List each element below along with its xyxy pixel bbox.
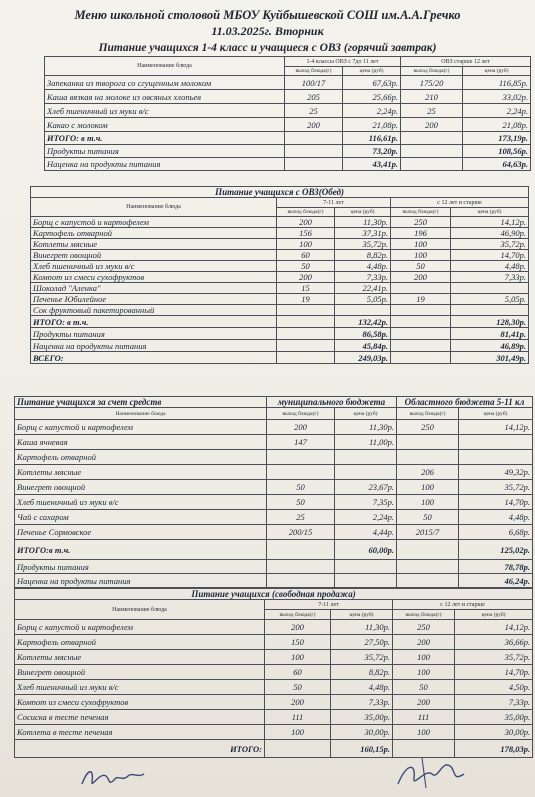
dish-price: 4,48р. xyxy=(335,261,391,272)
dish-price-older: 35,72р. xyxy=(459,480,533,495)
dish-price: 21,08р. xyxy=(343,118,401,132)
col-header-price: цена (руб) xyxy=(335,408,397,420)
table-row xyxy=(31,239,529,250)
dish-output-older: 175/20 xyxy=(401,76,463,90)
markup-value: 43,41р. xyxy=(343,158,401,171)
col-header-price: цена (руб) xyxy=(335,208,391,217)
lunch-rows xyxy=(31,217,529,316)
dish-output-older: 200 xyxy=(401,118,463,132)
dish-price: 2,24р. xyxy=(343,104,401,118)
free-sale-table xyxy=(14,588,533,758)
dish-output-older: 50 xyxy=(393,680,455,695)
dish-name: Борщ с капустой и картофелем xyxy=(15,420,267,435)
dish-name: Хлеб пшеничный из муки в/с xyxy=(15,495,267,510)
table-row xyxy=(15,680,533,695)
dish-price-older: 4,50р. xyxy=(455,680,533,695)
dish-output: 100 xyxy=(277,239,335,250)
col-header-price: цена (руб) xyxy=(343,67,401,76)
dish-output-older: 200 xyxy=(391,272,451,283)
table-row xyxy=(15,450,533,465)
dish-price: 35,00р. xyxy=(331,710,393,725)
col-header-output: выход блюда(г) xyxy=(397,408,459,420)
budget-section-title: Питание учащихся за счет средств xyxy=(15,397,267,408)
table-row xyxy=(31,217,529,228)
total-label: ИТОГО: в т.ч. xyxy=(45,132,285,145)
dish-price-older: 21,08р. xyxy=(463,118,531,132)
dish-output: 205 xyxy=(285,90,343,104)
grand-total-label: ВСЕГО: xyxy=(31,352,277,364)
dish-price: 25,66р. xyxy=(343,90,401,104)
products-value: 73,20р. xyxy=(343,145,401,158)
dish-output-older xyxy=(397,450,459,465)
dish-name: Картофель отварной xyxy=(15,635,265,650)
markup-label: Наценка на продукты питания xyxy=(15,574,267,588)
dish-price-older xyxy=(459,450,533,465)
table-row xyxy=(45,118,531,132)
dish-price-older: 116,85р. xyxy=(463,76,531,90)
table-row xyxy=(15,574,533,588)
breakfast-rows xyxy=(45,76,531,132)
dish-output: 100 xyxy=(265,725,331,740)
dish-price: 7,35р. xyxy=(335,495,397,510)
markup-label: Наценка на продукты питания xyxy=(45,158,285,171)
dish-price: 7,33р. xyxy=(331,695,393,710)
table-row xyxy=(45,132,531,145)
dish-output: 150 xyxy=(265,635,331,650)
grand-total-value: 249,03р. xyxy=(335,352,391,364)
table-row xyxy=(31,228,529,239)
dish-price-older: 14,12р. xyxy=(451,217,529,228)
dish-price: 22,41р. xyxy=(335,283,391,294)
table-row xyxy=(31,305,529,316)
table-row xyxy=(15,650,533,665)
dish-price-older: 35,72р. xyxy=(451,239,529,250)
col-header-group2: ОВЗ старше 12 лет xyxy=(401,57,531,67)
dish-price-older: 30,00р. xyxy=(455,725,533,740)
dish-price-older: 14,12р. xyxy=(455,620,533,635)
dish-price-older: 35,72р. xyxy=(455,650,533,665)
dish-price-older: 4,48р. xyxy=(451,261,529,272)
table-row xyxy=(31,340,529,352)
table-row xyxy=(15,620,533,635)
dish-name: Котлеты мясные xyxy=(15,465,267,480)
dish-output-older: 200 xyxy=(393,635,455,650)
table-row xyxy=(15,525,533,540)
dish-name: Борщ с капустой и картофелем xyxy=(15,620,265,635)
dish-output: 200 xyxy=(265,620,331,635)
lunch-table xyxy=(30,186,529,364)
dish-output-older: 25 xyxy=(401,104,463,118)
dish-price-older: 14,12р. xyxy=(459,420,533,435)
dish-price-older: 49,32р. xyxy=(459,465,533,480)
dish-price-older: 7,33р. xyxy=(455,695,533,710)
table-row xyxy=(15,510,533,525)
dish-name: Хлеб пшеничный из муки в/с xyxy=(31,261,277,272)
col-header-output: выход блюда(г) xyxy=(391,208,451,217)
col-header-group2: с 12 лет и старше xyxy=(393,600,533,610)
dish-output-older: 196 xyxy=(391,228,451,239)
dish-price: 8,82р. xyxy=(335,250,391,261)
col-header-name: Наименование блюда xyxy=(31,198,277,217)
dish-price: 11,30р. xyxy=(335,217,391,228)
dish-name: Винегрет овощной xyxy=(15,480,267,495)
grand-total-value: 301,49р. xyxy=(451,352,529,364)
dish-name: Винегрет овощной xyxy=(15,665,265,680)
dish-price xyxy=(335,305,391,316)
total-value: 116,61р. xyxy=(343,132,401,145)
dish-name: Каша вязкая на молоке из овсяных хлопьев xyxy=(45,90,285,104)
col-header-group1: 7-11 лет xyxy=(265,600,393,610)
products-value: 81,41р. xyxy=(451,328,529,340)
dish-price-older: 14,70р. xyxy=(455,665,533,680)
menu-title: Меню школьной столовой МБОУ Куйбышевской СОШ им.А.А.Гречко xyxy=(74,8,461,22)
col-header-name: Наименование блюда xyxy=(45,57,285,76)
table-row xyxy=(31,283,529,294)
dish-price-older: 7,33р. xyxy=(451,272,529,283)
lunch-section-title: Питание учащихся с ОВЗ(Обед) xyxy=(31,187,529,198)
table-row xyxy=(45,104,531,118)
dish-name: Компот из смеси сухофруктов xyxy=(15,695,265,710)
dish-price xyxy=(335,465,397,480)
breakfast-table xyxy=(44,56,531,171)
dish-name: Котлеты мясные xyxy=(15,650,265,665)
dish-output: 200/15 xyxy=(267,525,335,540)
col-header-output: выход блюда(г) xyxy=(401,67,463,76)
dish-name: Сок фруктовый пакетированный xyxy=(31,305,277,316)
total-value: 60,00р. xyxy=(335,540,397,560)
dish-output-older: 100 xyxy=(391,250,451,261)
dish-name: Компот из смеси сухофруктов xyxy=(31,272,277,283)
dish-price: 27,50р. xyxy=(331,635,393,650)
col-header-group1: 1-4 классы ОВЗ с 7до 11 лет xyxy=(285,57,401,67)
dish-name: Борщ с капустой и картофелем xyxy=(31,217,277,228)
dish-output: 50 xyxy=(265,680,331,695)
table-row xyxy=(15,665,533,680)
col-header-price: цена (руб) xyxy=(455,610,533,620)
dish-output: 100/17 xyxy=(285,76,343,90)
menu-date: 11.03.2025г. Вторник xyxy=(211,24,324,38)
dish-output: 60 xyxy=(277,250,335,261)
dish-output-older: 100 xyxy=(397,495,459,510)
dish-price-older: 33,02р. xyxy=(463,90,531,104)
col-header-price: цена (руб) xyxy=(459,408,533,420)
dish-output-older: 100 xyxy=(393,665,455,680)
dish-price: 8,82р. xyxy=(331,665,393,680)
total-label: ИТОГО: в т.ч. xyxy=(31,316,277,328)
dish-name: Винегрет овощной xyxy=(31,250,277,261)
dish-name: Шоколад "Аленка" xyxy=(31,283,277,294)
signature-right xyxy=(392,754,472,792)
breakfast-section-title: Питание учащихся 1-4 класс и учащиеся с ОВЗ (горячий завтрак) xyxy=(98,42,437,54)
dish-output xyxy=(267,465,335,480)
markup-label: Наценка на продукты питания xyxy=(31,340,277,352)
dish-price-older: 35,00р. xyxy=(455,710,533,725)
dish-name: Хлеб пшеничный из муки в/с xyxy=(45,104,285,118)
dish-price: 5,05р. xyxy=(335,294,391,305)
markup-value: 64,63р. xyxy=(463,158,531,171)
table-row xyxy=(15,420,533,435)
dish-price: 11,30р. xyxy=(331,620,393,635)
dish-output-older: 50 xyxy=(391,261,451,272)
dish-output: 100 xyxy=(265,650,331,665)
dish-output-older xyxy=(391,283,451,294)
dish-output-older: 100 xyxy=(397,480,459,495)
col-header-price: цена (руб) xyxy=(451,208,529,217)
col-header-name: Наименование блюда xyxy=(15,408,267,420)
dish-name: Запеканка из творога со сгущенным молоком xyxy=(45,76,285,90)
col-header-name: Наименование блюда xyxy=(15,600,265,620)
dish-output-older: 100 xyxy=(391,239,451,250)
table-row xyxy=(31,316,529,328)
dish-price-older: 5,05р. xyxy=(451,294,529,305)
dish-output: 200 xyxy=(267,420,335,435)
dish-output-older: 19 xyxy=(391,294,451,305)
table-row xyxy=(45,158,531,171)
col-header-output: выход блюда(г) xyxy=(267,408,335,420)
dish-price-older: 36,66р. xyxy=(455,635,533,650)
dish-output-older xyxy=(391,305,451,316)
dish-output: 60 xyxy=(265,665,331,680)
dish-price-older xyxy=(451,283,529,294)
col-header-output: выход блюда(г) xyxy=(285,67,343,76)
dish-output: 25 xyxy=(267,510,335,525)
table-row xyxy=(45,145,531,158)
total-label: ИТОГО: xyxy=(15,740,265,758)
dish-output: 200 xyxy=(277,272,335,283)
dish-output-older: 210 xyxy=(401,90,463,104)
products-label: Продукты питания xyxy=(31,328,277,340)
budget-table xyxy=(14,396,533,588)
dish-price: 4,48р. xyxy=(331,680,393,695)
dish-output: 200 xyxy=(285,118,343,132)
products-value: 78,78р. xyxy=(459,560,533,574)
dish-output: 200 xyxy=(277,217,335,228)
table-row xyxy=(15,710,533,725)
table-row xyxy=(15,435,533,450)
col-header-price: цена (руб) xyxy=(331,610,393,620)
dish-price: 30,00р. xyxy=(331,725,393,740)
col-header-output: выход блюда(г) xyxy=(265,610,331,620)
total-label: ИТОГО:в т.ч. xyxy=(15,540,267,560)
dish-output-older: 206 xyxy=(397,465,459,480)
dish-name: Печенье Сормовское xyxy=(15,525,267,540)
table-row xyxy=(15,560,533,574)
dish-price: 67,63р. xyxy=(343,76,401,90)
dish-name: Печенье Юбилейное xyxy=(31,294,277,305)
regional-budget-title: Областного бюджета 5-11 кл xyxy=(397,397,533,408)
dish-output-older: 250 xyxy=(393,620,455,635)
total-value: 178,03р. xyxy=(455,740,533,758)
dish-price-older: 6,68р. xyxy=(459,525,533,540)
table-row xyxy=(15,725,533,740)
dish-output: 19 xyxy=(277,294,335,305)
dish-price: 7,33р. xyxy=(335,272,391,283)
dish-name: Хлеб пшеничный из муки в/с xyxy=(15,680,265,695)
table-row xyxy=(15,540,533,560)
dish-price-older: 4,48р. xyxy=(459,510,533,525)
table-row xyxy=(31,272,529,283)
products-label: Продукты питания xyxy=(15,560,267,574)
col-header-output: выход блюда(г) xyxy=(277,208,335,217)
table-row xyxy=(31,261,529,272)
dish-name: Сосиска в тесте печеная xyxy=(15,710,265,725)
dish-output: 111 xyxy=(265,710,331,725)
dish-price-older: 14,70р. xyxy=(451,250,529,261)
products-label: Продукты питания xyxy=(45,145,285,158)
dish-output: 15 xyxy=(277,283,335,294)
col-header-group1: 7-11 лет xyxy=(277,198,391,208)
col-header-price: цена (руб) xyxy=(463,67,531,76)
table-row xyxy=(31,294,529,305)
dish-name: Каша ячневая xyxy=(15,435,267,450)
dish-price: 2,24р. xyxy=(335,510,397,525)
table-row xyxy=(45,76,531,90)
dish-name: Картофель отварной xyxy=(15,450,267,465)
dish-output: 147 xyxy=(267,435,335,450)
col-header-output: выход блюда(г) xyxy=(393,610,455,620)
dish-name: Котлеты мясные xyxy=(31,239,277,250)
dish-price: 11,00р. xyxy=(335,435,397,450)
dish-output: 200 xyxy=(265,695,331,710)
dish-price: 35,72р. xyxy=(335,239,391,250)
table-row xyxy=(31,328,529,340)
dish-price: 23,67р. xyxy=(335,480,397,495)
dish-price-older xyxy=(451,305,529,316)
dish-output-older: 111 xyxy=(393,710,455,725)
table-row xyxy=(45,90,531,104)
dish-output: 50 xyxy=(267,495,335,510)
free-sale-section-title: Питание учащихся (свободная продажа) xyxy=(15,589,533,600)
markup-value: 45,84р. xyxy=(335,340,391,352)
dish-output xyxy=(267,450,335,465)
dish-price: 11,30р. xyxy=(335,420,397,435)
dish-name: Какао с молоком xyxy=(45,118,285,132)
signature-left xyxy=(78,762,148,792)
dish-name: Чай с сахаром xyxy=(15,510,267,525)
products-value: 86,58р. xyxy=(335,328,391,340)
dish-output-older: 50 xyxy=(397,510,459,525)
table-row xyxy=(15,465,533,480)
total-value: 132,42р. xyxy=(335,316,391,328)
dish-output-older: 100 xyxy=(393,725,455,740)
table-row xyxy=(15,495,533,510)
dish-output-older: 250 xyxy=(397,420,459,435)
table-row xyxy=(31,352,529,364)
markup-value: 46,24р. xyxy=(459,574,533,588)
dish-price xyxy=(335,450,397,465)
dish-output: 50 xyxy=(267,480,335,495)
col-header-group2: с 12 лет и старше xyxy=(391,198,529,208)
dish-price-older: 46,90р. xyxy=(451,228,529,239)
dish-output-older: 250 xyxy=(391,217,451,228)
dish-price-older: 2,24р. xyxy=(463,104,531,118)
dish-output-older: 2015/7 xyxy=(397,525,459,540)
budget-rows xyxy=(15,420,533,540)
dish-price-older xyxy=(459,435,533,450)
total-value: 160,15р. xyxy=(331,740,393,758)
dish-price: 35,72р. xyxy=(331,650,393,665)
table-row xyxy=(31,250,529,261)
dish-output-older: 100 xyxy=(393,650,455,665)
dish-price: 37,31р. xyxy=(335,228,391,239)
table-row xyxy=(15,635,533,650)
dish-price-older: 14,70р. xyxy=(459,495,533,510)
dish-output-older xyxy=(397,435,459,450)
free-sale-rows xyxy=(15,620,533,740)
dish-output: 25 xyxy=(285,104,343,118)
total-value: 173,19р. xyxy=(463,132,531,145)
table-row xyxy=(15,695,533,710)
total-value: 128,30р. xyxy=(451,316,529,328)
dish-name: Котлета в тесте печеная xyxy=(15,725,265,740)
total-value: 125,02р. xyxy=(459,540,533,560)
dish-output: 156 xyxy=(277,228,335,239)
municipal-budget-title: муниципального бюджета xyxy=(267,397,397,408)
dish-output-older: 200 xyxy=(393,695,455,710)
table-row xyxy=(15,480,533,495)
dish-output xyxy=(277,305,335,316)
dish-price: 4,44р. xyxy=(335,525,397,540)
dish-name: Картофель отварной xyxy=(31,228,277,239)
dish-output: 50 xyxy=(277,261,335,272)
products-value: 108,56р. xyxy=(463,145,531,158)
markup-value: 46,89р. xyxy=(451,340,529,352)
